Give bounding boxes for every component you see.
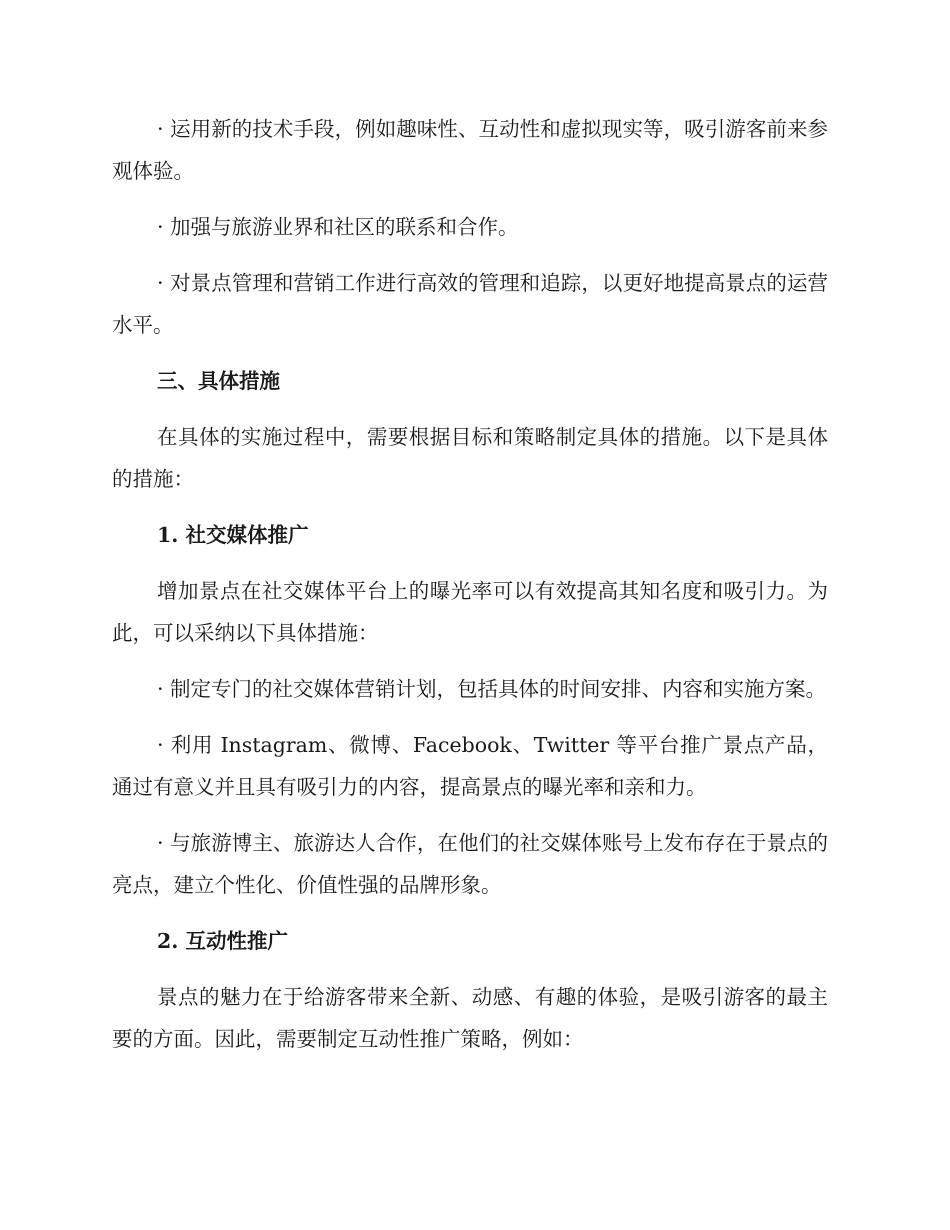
document-body — [112, 108, 828, 1074]
subsection-heading: 1. 社交媒体推广 — [157, 523, 309, 547]
body-paragraph: 景点的魅力在于给游客带来全新、动感、有趣的体验，是吸引游客的最主要的方面。因此，需要制定互动性推广策略，例如： — [112, 985, 828, 1051]
bullet-paragraph: · 运用新的技术手段，例如趣味性、互动性和虚拟现实等，吸引游客前来参观体验。 — [112, 117, 828, 183]
body-paragraph: 在具体的实施过程中，需要根据目标和策略制定具体的措施。以下是具体的措施： — [112, 425, 828, 491]
bullet-paragraph: · 制定专门的社交媒体营销计划，包括具体的时间安排、内容和实施方案。 — [157, 677, 827, 701]
bullet-paragraph: · 对景点管理和营销工作进行高效的管理和追踪，以更好地提高景点的运营水平。 — [112, 271, 828, 337]
bullet-paragraph: · 与旅游博主、旅游达人合作，在他们的社交媒体账号上发布存在于景点的亮点，建立个性化、价值性强的品牌形象。 — [112, 831, 828, 897]
bullet-paragraph: · 加强与旅游业界和社区的联系和合作。 — [157, 215, 519, 239]
bullet-paragraph: · 利用 Instagram、微博、Facebook、Twitter 等平台推广景点产品，通过有意义并且具有吸引力的内容，提高景点的曝光率和亲和力。 — [112, 733, 828, 799]
body-paragraph: 增加景点在社交媒体平台上的曝光率可以有效提高其知名度和吸引力。为此，可以采纳以下具体措施： — [112, 579, 828, 645]
section-heading: 三、具体措施 — [157, 369, 280, 393]
subsection-heading: 2. 互动性推广 — [157, 929, 289, 953]
